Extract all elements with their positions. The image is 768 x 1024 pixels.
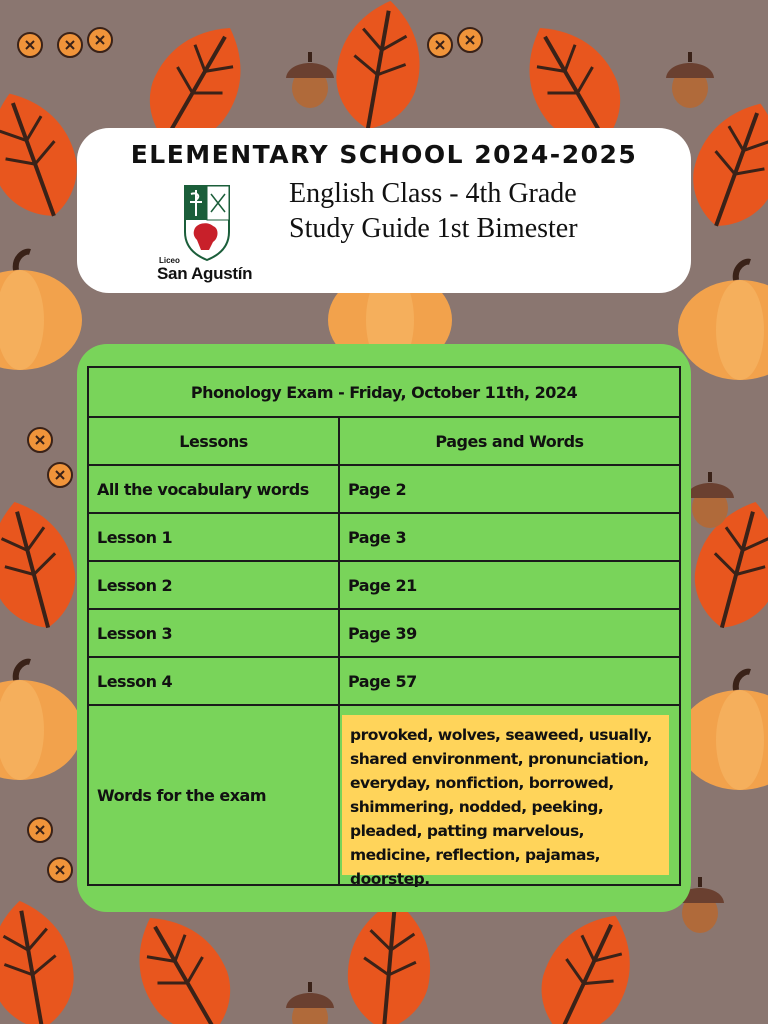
table-row: [88, 561, 680, 609]
header-card: [77, 128, 691, 293]
study-guide-table: [87, 366, 681, 886]
exam-words-list: provoked, wolves, seaweed, usually, shared environment, pronunciation, everyday, nonfiction, borrowed, shimmering, nodded, peeking, pleaded, patting marvelous, medicine, reflection, pajamas, doorstep.: [342, 715, 669, 875]
logo-caption-small: Liceo: [159, 256, 180, 265]
words-label: Words for the exam: [88, 705, 339, 885]
guide-subtitle: Study Guide 1st Bimester: [289, 213, 578, 244]
lesson-cell: Lesson 3: [88, 609, 339, 657]
pages-cell: Page 57: [339, 657, 680, 705]
table-title-row: [88, 367, 680, 417]
table-row: [88, 657, 680, 705]
pages-cell: Page 2: [339, 465, 680, 513]
lesson-cell: Lesson 2: [88, 561, 339, 609]
header-lessons: Lessons: [88, 417, 339, 465]
pages-cell: Page 3: [339, 513, 680, 561]
table-header-row: [88, 417, 680, 465]
class-subtitle: English Class - 4th Grade: [289, 178, 577, 209]
school-title: ELEMENTARY SCHOOL 2024-2025: [130, 140, 638, 169]
pages-cell: Page 39: [339, 609, 680, 657]
words-row: [88, 705, 680, 885]
exam-title: Phonology Exam - Friday, October 11th, 2024: [88, 367, 680, 417]
pages-cell: Page 21: [339, 561, 680, 609]
words-cell: [339, 705, 680, 888]
logo-caption-name: San Agustín: [157, 264, 253, 283]
table-row: [88, 513, 680, 561]
lesson-cell: Lesson 4: [88, 657, 339, 705]
table-row: [88, 465, 680, 513]
lesson-cell: All the vocabulary words: [88, 465, 339, 513]
lesson-cell: Lesson 1: [88, 513, 339, 561]
table-row: [88, 609, 680, 657]
header-pages-words: Pages and Words: [339, 417, 680, 465]
